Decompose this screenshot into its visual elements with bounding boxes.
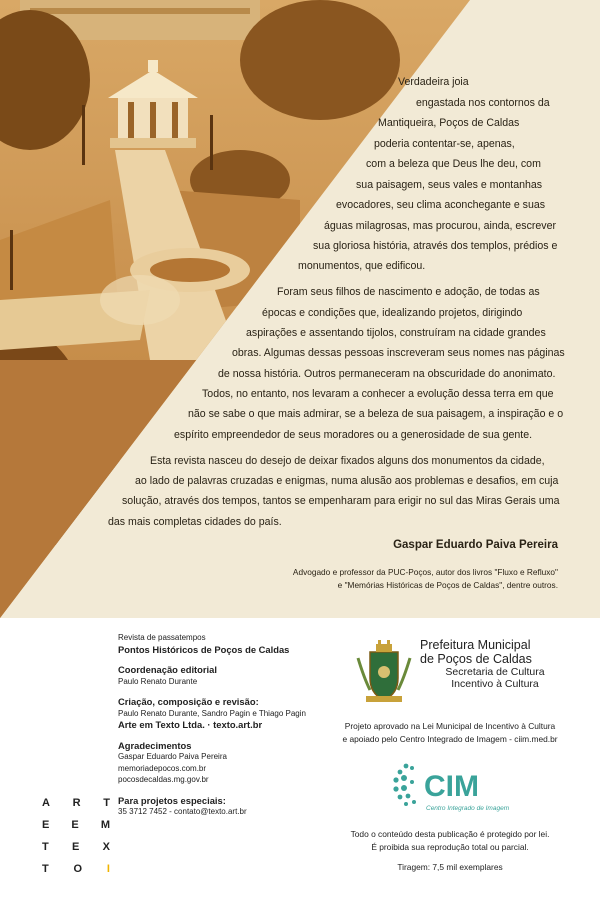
logo-letter: E bbox=[42, 819, 50, 831]
revista-title: Pontos Históricos de Poços de Caldas bbox=[118, 643, 290, 655]
coord-label: Coordenação editorial bbox=[118, 664, 217, 675]
intro-line: monumentos, que edificou. bbox=[298, 260, 426, 272]
rights-line: É proibida sua reprodução total ou parcial. bbox=[371, 841, 529, 852]
logo-letter: M bbox=[100, 819, 110, 831]
intro-line: não se sabe o que mais admirar, se a beleza de sua paisagem, a inspiração e o bbox=[188, 408, 564, 420]
intro-line: aspirações e assentando tijolos, construíram na cidade grandes bbox=[246, 327, 546, 339]
intro-line: com a beleza que Deus lhe deu, com bbox=[366, 158, 541, 170]
logo-letter: T bbox=[103, 797, 110, 809]
intro-line: evocadores, seu clima aconchegante e suas bbox=[336, 199, 546, 211]
cim-tagline: Centro Integrado de Imagem bbox=[426, 805, 510, 812]
intro-line: solução, através dos tempos, tantos se empenharam para erigir no sul das Miras Gerais uma bbox=[122, 495, 560, 507]
logo-letter: E bbox=[72, 841, 80, 853]
prefeitura-line: Incentivo à Cultura bbox=[451, 678, 539, 690]
intro-line: das mais completas cidades do país. bbox=[108, 516, 282, 528]
prefeitura-line: Prefeitura Municipal bbox=[420, 638, 531, 652]
credit-line: e "Memórias Históricas de Poços de Caldas", dentre outros. bbox=[337, 580, 558, 590]
intro-line: sua paisagem, seus vales e montanhas bbox=[356, 179, 543, 191]
projetos-contact: 35 3712 7452 - contato@texto.art.br bbox=[118, 807, 247, 816]
intro-line: águas milagrosas, mas procurou, ainda, escrever bbox=[324, 220, 556, 232]
intro-line: Mantiqueira, Poços de Caldas bbox=[378, 117, 520, 129]
company-name: Arte em Texto Ltda. · texto.art.br bbox=[118, 719, 263, 730]
projeto-line: e apoiado pelo Centro Integrado de Imagem - ciim.med.br bbox=[342, 733, 558, 744]
agradec-item: Gaspar Eduardo Paiva Pereira bbox=[118, 752, 227, 761]
cim-logo bbox=[392, 758, 512, 816]
prefeitura-line: de Poços de Caldas bbox=[420, 652, 532, 666]
projeto-line: Projeto aprovado na Lei Municipal de Incentivo à Cultura bbox=[344, 721, 556, 731]
projetos-label: Para projetos especiais: bbox=[118, 794, 226, 806]
intro-line: poderia contentar-se, apenas, bbox=[374, 138, 515, 150]
criacao-label: Criação, composição e revisão: bbox=[118, 696, 259, 707]
intro-line: Foram seus filhos de nascimento e adoção, de todas as bbox=[277, 286, 540, 298]
author-name: Gaspar Eduardo Paiva Pereira bbox=[393, 539, 558, 551]
agradec-item: memoriadepocos.com.br bbox=[118, 763, 207, 773]
intro-line: de nossa história. Outros permaneceram na obscuridade do anonimato. bbox=[218, 368, 556, 380]
revista-label: Revista de passatempos bbox=[118, 633, 206, 642]
logo-letter: X bbox=[102, 841, 110, 853]
logo-letter: R bbox=[72, 797, 81, 809]
colophon bbox=[0, 618, 600, 912]
rights-note bbox=[330, 828, 570, 853]
logo-letter: T bbox=[42, 863, 49, 875]
credits-column bbox=[118, 632, 338, 818]
arte-em-texto-logo bbox=[42, 797, 110, 885]
logo-letter: O bbox=[73, 863, 83, 875]
print-run: Tiragem: 7,5 mil exemplares bbox=[397, 862, 503, 872]
agradec-label: Agradecimentos bbox=[118, 739, 192, 751]
rights-line: Todo o conteúdo desta publicação é protegido por lei. bbox=[350, 829, 550, 839]
projeto-note bbox=[330, 720, 570, 745]
criacao-names: Paulo Renato Durante, Sandro Pagin e Thiago Pagin bbox=[118, 708, 306, 718]
intro-line: engastada nos contornos da bbox=[416, 97, 550, 109]
coord-name: Paulo Renato Durante bbox=[118, 676, 198, 686]
prefeitura-block bbox=[420, 638, 570, 690]
logo-letter: I bbox=[106, 863, 110, 875]
intro-line: ao lado de palavras cruzadas e enigmas, numa alusão aos problemas e desafios, em cuja bbox=[135, 475, 559, 487]
intro-line: obras. Algumas dessas pessoas inscreveram seus nomes nas páginas bbox=[232, 347, 565, 359]
intro-line: Esta revista nasceu do desejo de deixar fixados alguns dos monumentos da cidade, bbox=[150, 455, 545, 467]
intro-line: Todos, no entanto, nos levaram a conhecer a evolução dessa terra em que bbox=[202, 388, 554, 400]
city-crest-icon bbox=[356, 638, 412, 704]
logo-letter: E bbox=[71, 819, 79, 831]
cim-wordmark: CIM bbox=[424, 770, 479, 803]
prefeitura-line: Secretaria de Cultura bbox=[445, 666, 545, 678]
author-credit bbox=[293, 566, 558, 592]
logo-letter: A bbox=[42, 797, 50, 809]
intro-line: sua gloriosa história, através dos templos, prédios e bbox=[313, 240, 558, 252]
intro-line: Verdadeira joia bbox=[398, 76, 469, 88]
logo-letter: T bbox=[42, 841, 49, 853]
intro-line: espírito empreendedor de seus moradores ou a generosidade de sua gente. bbox=[174, 429, 533, 441]
agradec-item: pocosdecaldas.mg.gov.br bbox=[118, 775, 209, 784]
intro-line: épocas e condições que, idealizando projetos, dirigindo bbox=[262, 307, 523, 319]
credit-line: Advogado e professor da PUC-Poços, autor dos livros "Fluxo e Refluxo" bbox=[292, 567, 558, 577]
